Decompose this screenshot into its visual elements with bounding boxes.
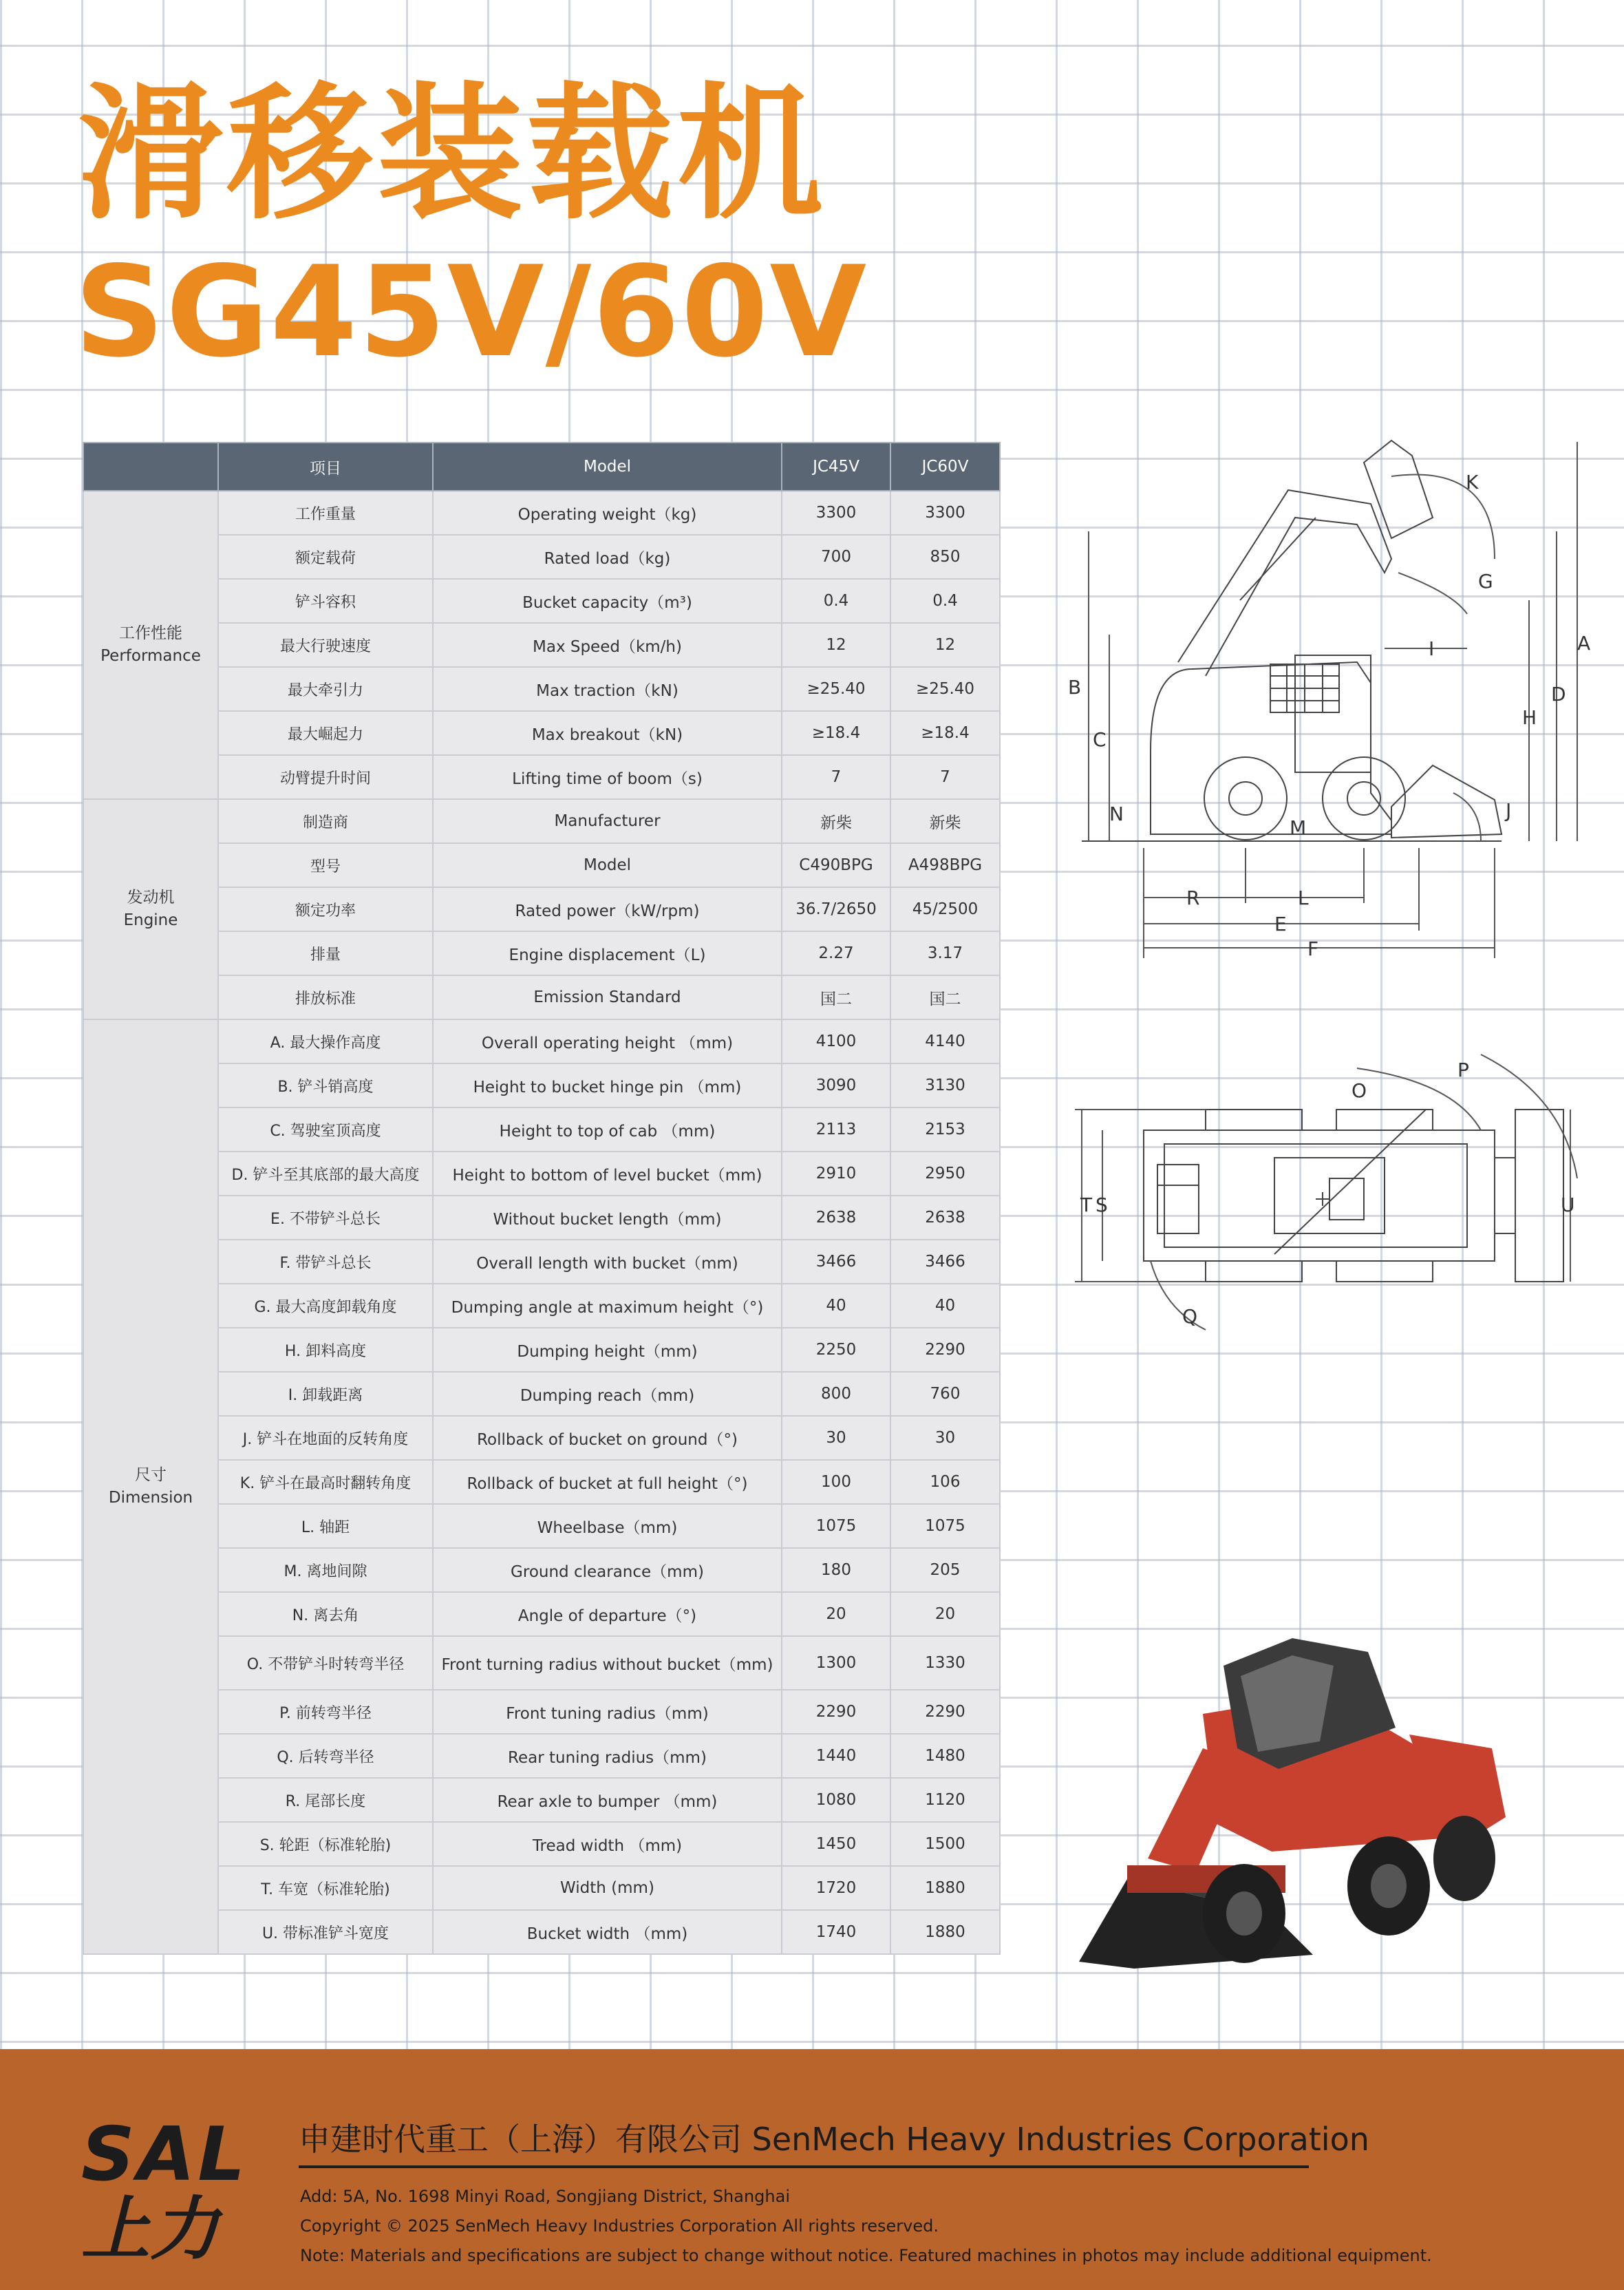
spec-name-cn: 最大崛起力	[218, 711, 433, 755]
spec-name-en: Height to bucket hinge pin （mm)	[433, 1063, 782, 1107]
table-row	[83, 755, 1000, 799]
value-jc45v: 2290	[782, 1690, 890, 1734]
table-row	[83, 1196, 1000, 1240]
value-jc60v: 30	[890, 1416, 1000, 1460]
dim-label-o: O	[1351, 1079, 1367, 1102]
spec-name-en: Rollback of bucket at full height（°)	[433, 1460, 782, 1504]
value-jc45v: 40	[782, 1284, 890, 1328]
table-header-row	[83, 443, 1000, 491]
spec-name-cn: J. 铲斗在地面的反转角度	[218, 1416, 433, 1460]
value-jc45v: 1740	[782, 1910, 890, 1954]
spec-name-cn: 型号	[218, 843, 433, 887]
page-title-model: SG45V/60V	[74, 239, 868, 385]
spec-name-en: Front tuning radius（mm)	[433, 1690, 782, 1734]
table-row	[83, 535, 1000, 579]
value-jc45v: 20	[782, 1592, 890, 1636]
value-jc60v: 1880	[890, 1910, 1000, 1954]
value-jc60v: 0.4	[890, 579, 1000, 623]
spec-name-en: Manufacturer	[433, 799, 782, 843]
value-jc45v: 2638	[782, 1196, 890, 1240]
table-row	[83, 1778, 1000, 1822]
value-jc45v: 30	[782, 1416, 890, 1460]
table-row	[83, 887, 1000, 931]
value-jc60v: 1500	[890, 1822, 1000, 1866]
table-row	[83, 1460, 1000, 1504]
spec-name-cn: S. 轮距（标准轮胎)	[218, 1822, 433, 1866]
spec-name-en: Operating weight（kg)	[433, 491, 782, 535]
value-jc45v: 100	[782, 1460, 890, 1504]
dim-label-a: A	[1577, 632, 1591, 655]
table-row	[83, 623, 1000, 667]
spec-name-en: Rear tuning radius（mm)	[433, 1734, 782, 1778]
top-view-diagram	[1068, 1041, 1596, 1344]
spec-name-en: Rated power（kW/rpm)	[433, 887, 782, 931]
table-row	[83, 667, 1000, 711]
spec-name-en: Bucket width （mm)	[433, 1910, 782, 1954]
spec-name-en: Rated load（kg)	[433, 535, 782, 579]
value-jc45v: 1075	[782, 1504, 890, 1548]
dim-label-l: L	[1298, 887, 1309, 909]
dim-label-e: E	[1274, 913, 1287, 935]
spec-table	[83, 442, 1001, 1955]
value-jc60v: 7	[890, 755, 1000, 799]
table-row	[83, 1548, 1000, 1592]
value-jc60v: 国二	[890, 975, 1000, 1019]
spec-name-cn: D. 铲斗至其底部的最大高度	[218, 1152, 433, 1196]
spec-name-cn: O. 不带铲斗时转弯半径	[218, 1636, 433, 1690]
spec-name-en: Front turning radius without bucket（mm)	[433, 1636, 782, 1690]
header-model: Model	[433, 443, 782, 491]
spec-name-en: Rear axle to bumper （mm)	[433, 1778, 782, 1822]
page-title-cn: 滑移装载机	[77, 69, 827, 239]
value-jc45v: 1450	[782, 1822, 890, 1866]
spec-name-en: Model	[433, 843, 782, 887]
table-row	[83, 1019, 1000, 1063]
dim-label-d: D	[1551, 683, 1566, 706]
value-jc45v: 3300	[782, 491, 890, 535]
table-row	[83, 1636, 1000, 1690]
value-jc60v: 3.17	[890, 931, 1000, 975]
table-row	[83, 1107, 1000, 1152]
footer	[0, 2049, 1624, 2290]
dim-label-r: R	[1186, 887, 1200, 909]
spec-name-cn: 排放标准	[218, 975, 433, 1019]
spec-name-en: Height to bottom of level bucket（mm)	[433, 1152, 782, 1196]
dim-label-k: K	[1466, 471, 1479, 494]
value-jc60v: 1075	[890, 1504, 1000, 1548]
value-jc60v: 205	[890, 1548, 1000, 1592]
value-jc60v: 3466	[890, 1240, 1000, 1284]
spec-name-en: Overall operating height （mm)	[433, 1019, 782, 1063]
value-jc45v: 3466	[782, 1240, 890, 1284]
value-jc45v: 1440	[782, 1734, 890, 1778]
value-jc60v: 850	[890, 535, 1000, 579]
table-row	[83, 799, 1000, 843]
logo-text-en: SAL	[81, 2112, 248, 2198]
logo-text-cn: 上力	[81, 2189, 219, 2269]
header-jc60v: JC60V	[890, 443, 1000, 491]
value-jc60v: 20	[890, 1592, 1000, 1636]
value-jc60v: 4140	[890, 1019, 1000, 1063]
dim-label-n: N	[1109, 803, 1124, 825]
copyright-text: Copyright © 2025 SenMech Heavy Industries Corporation All rights reserved.	[300, 2216, 939, 2236]
value-jc45v: ≥18.4	[782, 711, 890, 755]
table-row	[83, 931, 1000, 975]
spec-name-cn: 额定载荷	[218, 535, 433, 579]
value-jc60v: 2638	[890, 1196, 1000, 1240]
spec-name-en: Overall length with bucket（mm)	[433, 1240, 782, 1284]
table-row	[83, 1734, 1000, 1778]
spec-name-en: Wheelbase（mm)	[433, 1504, 782, 1548]
spec-name-cn: E. 不带铲斗总长	[218, 1196, 433, 1240]
table-row	[83, 1866, 1000, 1910]
spec-name-cn: T. 车宽（标准轮胎)	[218, 1866, 433, 1910]
value-jc45v: 2250	[782, 1328, 890, 1372]
value-jc60v: 2290	[890, 1690, 1000, 1734]
spec-name-en: Lifting time of boom（s)	[433, 755, 782, 799]
value-jc60v: 40	[890, 1284, 1000, 1328]
value-jc60v: 2153	[890, 1107, 1000, 1152]
value-jc45v: 1080	[782, 1778, 890, 1822]
value-jc60v: 106	[890, 1460, 1000, 1504]
table-row	[83, 711, 1000, 755]
dim-label-h: H	[1522, 706, 1537, 729]
spec-name-en: Ground clearance（mm)	[433, 1548, 782, 1592]
value-jc45v: 36.7/2650	[782, 887, 890, 931]
value-jc45v: 国二	[782, 975, 890, 1019]
table-body	[83, 491, 1000, 1954]
header-blank	[83, 443, 218, 491]
value-jc45v: 180	[782, 1548, 890, 1592]
side-view-diagram	[1068, 435, 1596, 958]
spec-name-cn: N. 离去角	[218, 1592, 433, 1636]
dim-label-p: P	[1457, 1059, 1469, 1081]
value-jc60v: 3130	[890, 1063, 1000, 1107]
spec-name-cn: C. 驾驶室顶高度	[218, 1107, 433, 1152]
spec-name-cn: K. 铲斗在最高时翻转角度	[218, 1460, 433, 1504]
value-jc60v: ≥18.4	[890, 711, 1000, 755]
company-divider	[299, 2165, 1309, 2168]
brand-logo	[81, 2112, 248, 2269]
table-row	[83, 1063, 1000, 1107]
value-jc60v: 1480	[890, 1734, 1000, 1778]
spec-name-cn: L. 轴距	[218, 1504, 433, 1548]
spec-name-cn: R. 尾部长度	[218, 1778, 433, 1822]
spec-name-cn: U. 带标准铲斗宽度	[218, 1910, 433, 1954]
value-jc45v: 1300	[782, 1636, 890, 1690]
spec-name-en: Dumping reach（mm)	[433, 1372, 782, 1416]
value-jc45v: 800	[782, 1372, 890, 1416]
value-jc45v: 0.4	[782, 579, 890, 623]
company-address: Add: 5A, No. 1698 Minyi Road, Songjiang District, Shanghai	[300, 2187, 790, 2206]
table-row	[83, 1592, 1000, 1636]
spec-name-cn: Q. 后转弯半径	[218, 1734, 433, 1778]
company-name: 申建时代重工（上海）有限公司 SenMech Heavy Industries Corporation	[299, 2121, 1369, 2158]
table-row	[83, 1416, 1000, 1460]
value-jc45v: 700	[782, 535, 890, 579]
spec-name-en: Rollback of bucket on ground（°)	[433, 1416, 782, 1460]
dim-label-b: B	[1068, 676, 1082, 699]
spec-name-cn: 额定功率	[218, 887, 433, 931]
spec-name-en: Emission Standard	[433, 975, 782, 1019]
value-jc45v: 4100	[782, 1019, 890, 1063]
dim-label-s: S	[1096, 1194, 1108, 1216]
dim-label-c: C	[1093, 728, 1107, 751]
spec-name-en: Height to top of cab （mm)	[433, 1107, 782, 1152]
spec-name-cn: I. 卸载距离	[218, 1372, 433, 1416]
spec-name-en: Dumping angle at maximum height（°)	[433, 1284, 782, 1328]
value-jc60v: 12	[890, 623, 1000, 667]
value-jc60v: 1120	[890, 1778, 1000, 1822]
spec-name-cn: G. 最大高度卸载角度	[218, 1284, 433, 1328]
dim-label-j: J	[1506, 799, 1512, 822]
group-label-dimension: 尺寸 Dimension	[83, 1019, 218, 1954]
table-row	[83, 1152, 1000, 1196]
spec-name-en: Max breakout（kN)	[433, 711, 782, 755]
table-row	[83, 1504, 1000, 1548]
dim-label-g: G	[1478, 570, 1493, 593]
table-row	[83, 1372, 1000, 1416]
spec-name-cn: 最大牵引力	[218, 667, 433, 711]
disclaimer-note: Note: Materials and specifications are subject to change without notice. Featured machines in photos may include additional equipment.	[300, 2246, 1432, 2265]
value-jc45v: 1720	[782, 1866, 890, 1910]
table-row	[83, 1910, 1000, 1954]
table-row	[83, 1822, 1000, 1866]
skid-steer-loader-image	[1065, 1624, 1533, 1982]
table-row	[83, 843, 1000, 887]
spec-name-cn: B. 铲斗销高度	[218, 1063, 433, 1107]
value-jc60v: A498BPG	[890, 843, 1000, 887]
value-jc45v: ≥25.40	[782, 667, 890, 711]
spec-name-en: Without bucket length（mm)	[433, 1196, 782, 1240]
group-label-engine: 发动机 Engine	[83, 799, 218, 1019]
spec-name-en: Max traction（kN)	[433, 667, 782, 711]
value-jc45v: 2.27	[782, 931, 890, 975]
dim-label-f: F	[1307, 937, 1319, 958]
value-jc60v: 3300	[890, 491, 1000, 535]
spec-name-en: Tread width （mm)	[433, 1822, 782, 1866]
dim-label-t: T	[1080, 1194, 1093, 1216]
value-jc60v: 760	[890, 1372, 1000, 1416]
value-jc60v: 45/2500	[890, 887, 1000, 931]
dim-label-q: Q	[1182, 1305, 1198, 1328]
table-row	[83, 1284, 1000, 1328]
spec-name-cn: 排量	[218, 931, 433, 975]
dim-label-m: M	[1290, 816, 1307, 839]
spec-name-cn: 最大行驶速度	[218, 623, 433, 667]
value-jc45v: 3090	[782, 1063, 890, 1107]
value-jc60v: 新柴	[890, 799, 1000, 843]
table-row	[83, 491, 1000, 535]
spec-name-cn: 制造商	[218, 799, 433, 843]
spec-name-cn: F. 带铲斗总长	[218, 1240, 433, 1284]
value-jc60v: ≥25.40	[890, 667, 1000, 711]
table-row	[83, 1690, 1000, 1734]
spec-name-en: Width (mm)	[433, 1866, 782, 1910]
value-jc45v: 2910	[782, 1152, 890, 1196]
spec-name-cn: A. 最大操作高度	[218, 1019, 433, 1063]
table-row	[83, 975, 1000, 1019]
table-row	[83, 579, 1000, 623]
header-jc45v: JC45V	[782, 443, 890, 491]
spec-name-cn: 动臂提升时间	[218, 755, 433, 799]
spec-name-cn: 工作重量	[218, 491, 433, 535]
dim-label-u: U	[1561, 1194, 1575, 1216]
value-jc60v: 2290	[890, 1328, 1000, 1372]
table-row	[83, 1240, 1000, 1284]
spec-name-cn: M. 离地间隙	[218, 1548, 433, 1592]
spec-name-cn: P. 前转弯半径	[218, 1690, 433, 1734]
value-jc45v: 7	[782, 755, 890, 799]
spec-name-en: Bucket capacity（m³)	[433, 579, 782, 623]
spec-name-cn: 铲斗容积	[218, 579, 433, 623]
dim-label-i: I	[1429, 637, 1435, 660]
value-jc60v: 2950	[890, 1152, 1000, 1196]
value-jc45v: C490BPG	[782, 843, 890, 887]
value-jc45v: 2113	[782, 1107, 890, 1152]
value-jc60v: 1880	[890, 1866, 1000, 1910]
table-row	[83, 1328, 1000, 1372]
spec-name-cn: H. 卸料高度	[218, 1328, 433, 1372]
spec-name-en: Dumping height（mm)	[433, 1328, 782, 1372]
value-jc45v: 12	[782, 623, 890, 667]
spec-name-en: Angle of departure（°)	[433, 1592, 782, 1636]
spec-name-en: Max Speed（km/h)	[433, 623, 782, 667]
value-jc60v: 1330	[890, 1636, 1000, 1690]
group-label-performance: 工作性能 Performance	[83, 491, 218, 799]
spec-name-en: Engine displacement（L)	[433, 931, 782, 975]
value-jc45v: 新柴	[782, 799, 890, 843]
header-item: 项目	[218, 443, 433, 491]
